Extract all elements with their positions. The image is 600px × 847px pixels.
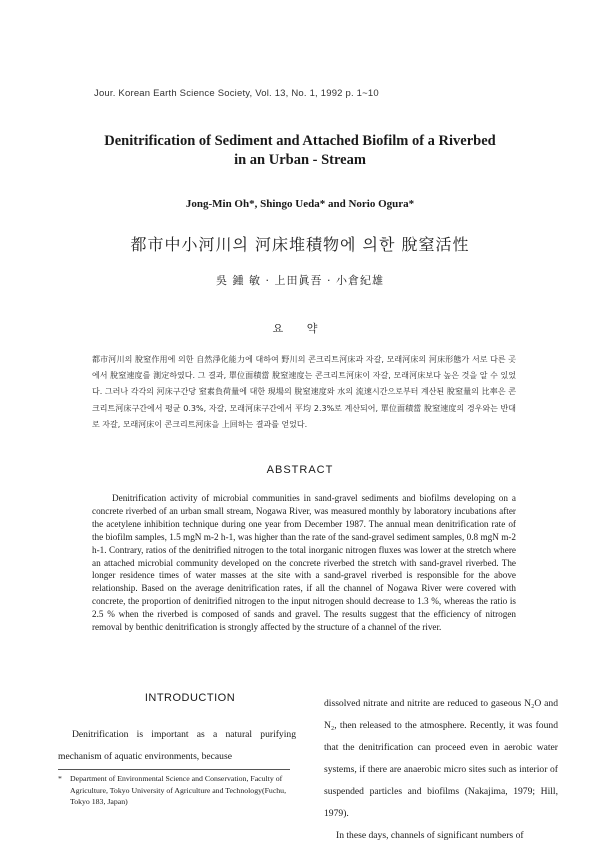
introduction-right-column xyxy=(324,693,558,847)
paper-title xyxy=(60,132,540,170)
introduction-left-column xyxy=(58,724,296,768)
affiliation-footnote xyxy=(58,773,298,808)
author-list: Jong-Min Oh*, Shingo Ueda* and Norio Ogura* xyxy=(185,198,415,210)
paper-title-line-2: in an Urban - Stream xyxy=(234,152,366,168)
footnote-divider xyxy=(58,769,290,770)
abstract-paragraph: Denitrification activity of microbial communities in sand-gravel sediments and biofilms developing on a concrete riverbed of an urban small stream, Nogawa River, was measured monthly by laboratory incubations after the acetylene inhibition technique during one year from December 1987. The annual mean denitrification rate of the biofilm samples, 1.5 mgN m-2 h-1, was higher than the rate of the sand-gravel sediment samples, 0.8 mgN m-2 h-1. Contrary, ratios of the denitrified nitrogen to the total inorganic nitrogen fluxes was lower at the stretch where an attached microbial community developed on the concrete riverbed the stretch with sand-gravel riverbed. The longer residence times of water masses at the site with a sand-gravel riverbed is responsible for the above relationship. Based on the average denitrification rates, if all the channel of Nogawa River were covered with concrete, the proportion of denitrified nitrogen to the input nitrogen should decrease to 1.3 %, whereas the ratio is 2.5 % when the riverbed is composed of sands and gravel. The results suggest that the efficiency of nitrogen removal by benthic denitrification is strongly affected by the structure of a channel of the river. xyxy=(92,493,516,633)
korean-abstract-body: 都市河川의 脫窒作用에 의한 自然淨化能力에 대하여 野川의 콘크리트河床과 자갈, 모래河床의 河床形態가 서로 다른 곳에서 脫窒速度를 測定하였다. 그 결과, 單位面積當 脫窒速度는 콘크리트河床이 자갈, 모래河床보다 높은 것을 알 수 있었다. 그러나 각각의 河床구간당 窒素負荷量에 대한 現場의 脫窒速度와 水의 流速시간으로부터 계산된 脫窒量의 比率은 콘크리트河床구간에서 평균 0.3%, 자갈, 모래河床구간에서 平均 2.3%로 계산되어, 單位面積當 脫窒速度의 경우와는 반대로 자갈, 모래河床이 콘크리트河床을 上回하는 결과를 얻었다. xyxy=(92,355,516,429)
korean-abstract-heading: 요 약 xyxy=(272,322,328,335)
korean-title: 都市中小河川의 河床堆積物에 의한 脫窒活性 xyxy=(130,235,470,254)
introduction-paragraph-1: Denitrification is important as a natural purifying mechanism of aquatic environments, because xyxy=(58,729,296,762)
introduction-paragraph-continued: dissolved nitrate and nitrite are reduced to gaseous N₂O and N₂, then released to the atmosphere. Recently, it was found that the denitrification can proceed even in aerobic water systems, if there are anaerobic micro sites such as interior of suspended particles and biofilms (Nakajima, 1979; Hill, 1979). xyxy=(324,698,558,819)
introduction-heading: INTRODUCTION xyxy=(144,692,236,704)
abstract-heading: ABSTRACT xyxy=(266,464,334,476)
paper-title-line-1: Denitrification of Sediment and Attached Biofilm of a Riverbed xyxy=(104,133,496,149)
footnote-text: Department of Environmental Science and Conservation, Faculty of Agriculture, Tokyo University of Agriculture and Technology(Fuchu, Tokyo 183, Japan) xyxy=(70,774,287,806)
footnote-mark: * xyxy=(58,774,62,783)
journal-citation: Jour. Korean Earth Science Society, Vol. 13, No. 1, 1992 p. 1~10 xyxy=(94,88,379,99)
abstract-body xyxy=(92,492,516,634)
introduction-paragraph-2: In these days, channels of significant numbers of xyxy=(336,830,524,841)
korean-author-list: 吳 鍾 敏 · 上田眞吾 · 小倉紀雄 xyxy=(216,274,384,287)
